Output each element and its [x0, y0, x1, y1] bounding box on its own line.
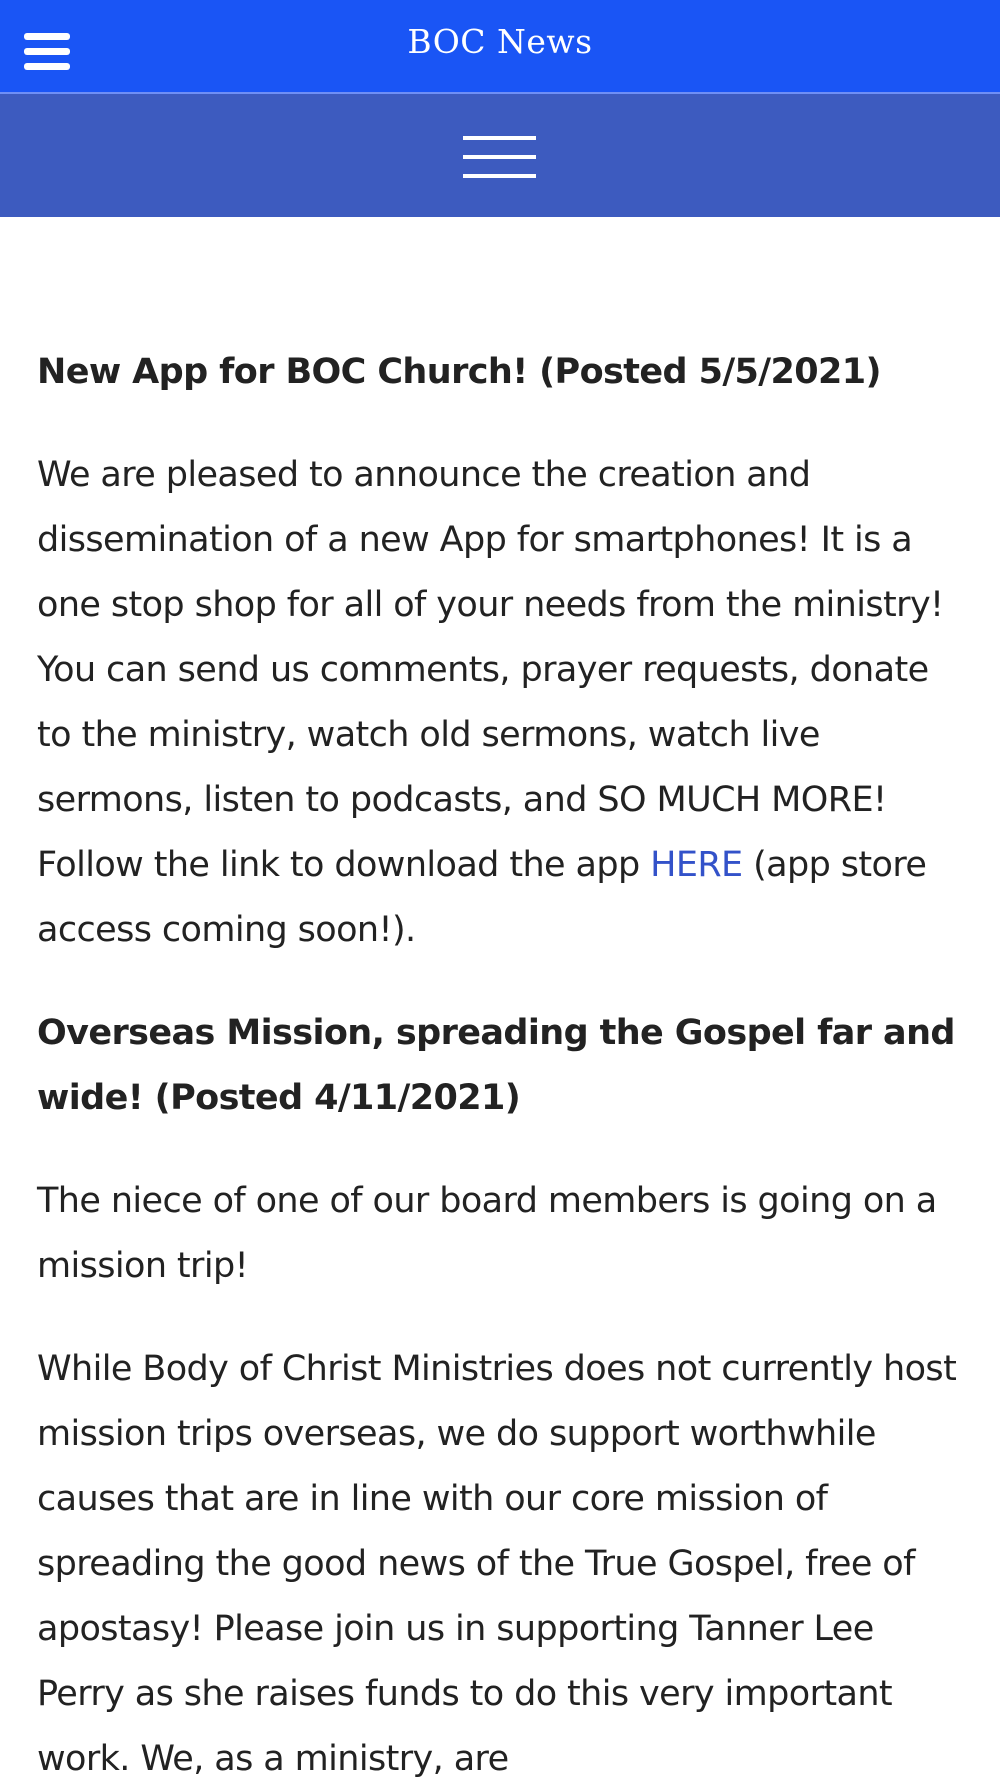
post-body-text: We are pleased to announce the creation and dissemination of a new App for smartphones! It is a one stop shop for all of your needs from the ministry! You can send us comments, prayer requests, donate to the ministry, watch old sermons, watch live sermons, listen to podcasts, and SO MUCH MORE! Follow the link to download the app: [37, 455, 944, 885]
news-content: [37, 340, 967, 1778]
post-title: Overseas Mission, spreading the Gospel far and wide! (Posted 4/11/2021): [37, 1013, 955, 1118]
post-body: [37, 443, 967, 963]
post-title: New App for BOC Church! (Posted 5/5/2021): [37, 352, 881, 392]
site-navigation: [0, 94, 1000, 217]
app-title: BOC News: [407, 22, 593, 61]
nav-toggle-line: [463, 136, 536, 140]
app-bar: [0, 0, 1000, 94]
post-body: While Body of Christ Ministries does not currently host mission trips overseas, we do support worthwhile causes that are in line with our core mission of spreading the good news of the True Gospel, free of apostasy! Please join us in supporting Tanner Lee Perry as she raises funds to do this very important work. We, as a ministry, are: [37, 1349, 957, 1778]
nav-toggle-line: [463, 174, 536, 178]
post-body-text: (app store access coming soon!).: [37, 845, 927, 950]
nav-toggle-icon[interactable]: [463, 136, 536, 178]
news-post: [37, 1001, 967, 1778]
download-app-link[interactable]: HERE: [650, 845, 743, 885]
news-post: [37, 340, 967, 963]
post-body: The niece of one of our board members is going on a mission trip!: [37, 1181, 937, 1286]
menu-bar-line: [24, 63, 70, 70]
nav-toggle-line: [463, 155, 536, 159]
